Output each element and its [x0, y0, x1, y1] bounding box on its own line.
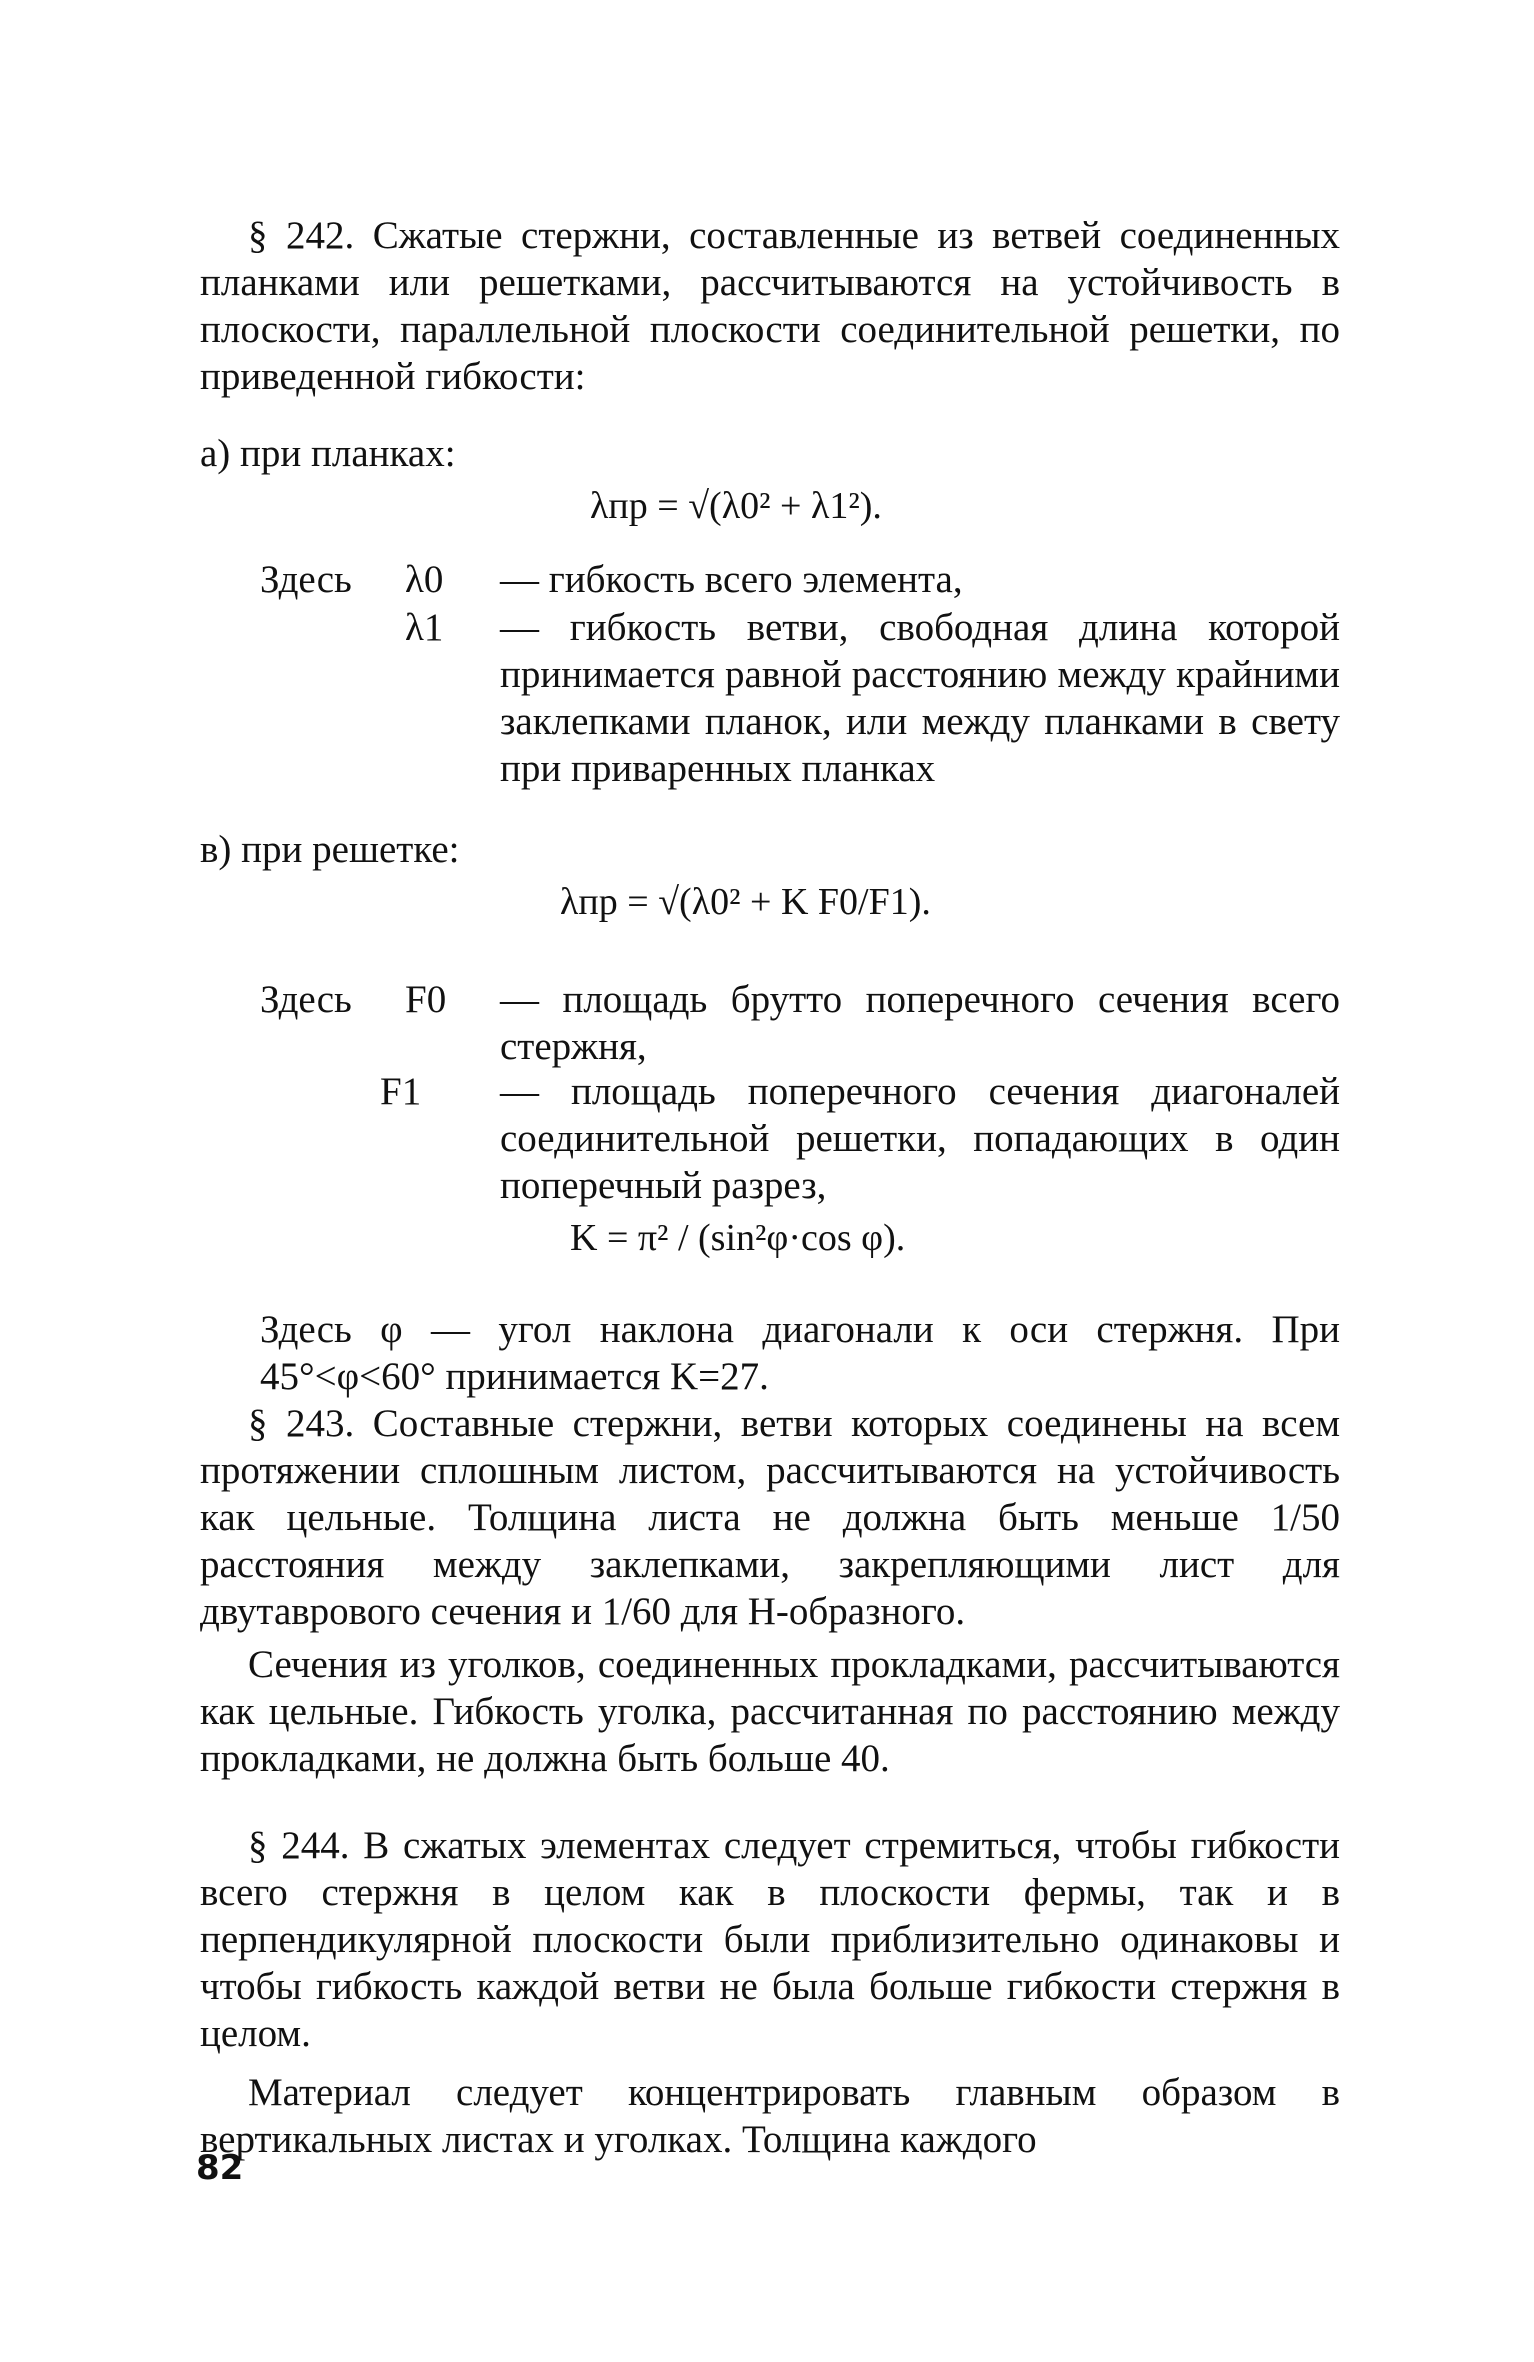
- formula-k-text: K = π² / (sin²φ·cos φ).: [570, 1217, 906, 1259]
- f1-term: F1: [380, 1070, 422, 1113]
- page-number: 82: [196, 2148, 244, 2188]
- here-b-label: Здесь: [260, 978, 352, 1021]
- para-242-intro-block: [200, 212, 1340, 400]
- lambda0-text: — гибкость всего элемента,: [500, 558, 963, 601]
- formula-k: [570, 1218, 905, 1258]
- para-243-text2: Сечения из уголков, соединенных прокладками, рассчитываются как цельные. Гибкость уголка, рассчитанная по расстоянию между прокладками, не должна быть больше 40.: [200, 1643, 1340, 1780]
- f1-text: — площадь поперечного сечения диагоналей соединительной решетки, попадающих в один поперечный разрез,: [500, 1070, 1340, 1207]
- phi-block: [200, 1306, 1340, 1400]
- case-b-block: [200, 826, 1340, 873]
- f0-term: F0: [405, 978, 447, 1021]
- para-243-block: [200, 1400, 1340, 1782]
- para-244-block: [200, 1822, 1340, 2163]
- f0-text: — площадь брутто поперечного сечения всего стержня,: [500, 978, 1340, 1068]
- lambda0-term: λ0: [405, 558, 444, 601]
- para-244-text1: § 244. В сжатых элементах следует стремиться, чтобы гибкости всего стержня в целом как в плоскости фермы, так и в перпендикулярной плоскости были приблизительно одинаковы и чтобы гибкость каждой ветви не была больше гибкости стержня в целом.: [200, 1824, 1340, 2055]
- here-a-label: Здесь: [260, 558, 352, 601]
- formula-b-text: λпр = √(λ0² + K F0/F1).: [560, 881, 931, 923]
- phi-text: Здесь φ — угол наклона диагонали к оси стержня. При 45°<φ<60° принимается K=27.: [260, 1308, 1340, 1398]
- lambda1-text: — гибкость ветви, свободная длина которой принимается равной расстоянию между крайними заклепками планок, или между планками в свету при приваренных планках: [500, 606, 1340, 790]
- formula-a-text: λпр = √(λ0² + λ1²).: [590, 485, 882, 527]
- para-242-intro: § 242. Сжатые стержни, составленные из ветвей соединенных планками или решетками, рассчитываются на устойчивость в плоскости, параллельной плоскости соединительной решетки, по приведенной гибкости:: [200, 214, 1340, 398]
- formula-a: [590, 486, 882, 526]
- para-244-text2: Материал следует концентрировать главным образом в вертикальных листах и уголках. Толщина каждого: [200, 2071, 1340, 2161]
- formula-b: [560, 882, 931, 922]
- para-243-text1: § 243. Составные стержни, ветви которых соединены на всем протяжении сплошным листом, рассчитываются на устойчивость как цельные. Толщина листа не должна быть меньше 1/50 расстояния между заклепками, закрепляющими лист для двутаврового сечения и 1/60 для Н-образного.: [200, 1402, 1340, 1633]
- case-a-block: [200, 430, 1340, 477]
- case-b-label: в) при решетке:: [200, 828, 460, 871]
- lambda1-term: λ1: [405, 606, 444, 649]
- case-a-label: а) при планках:: [200, 432, 456, 475]
